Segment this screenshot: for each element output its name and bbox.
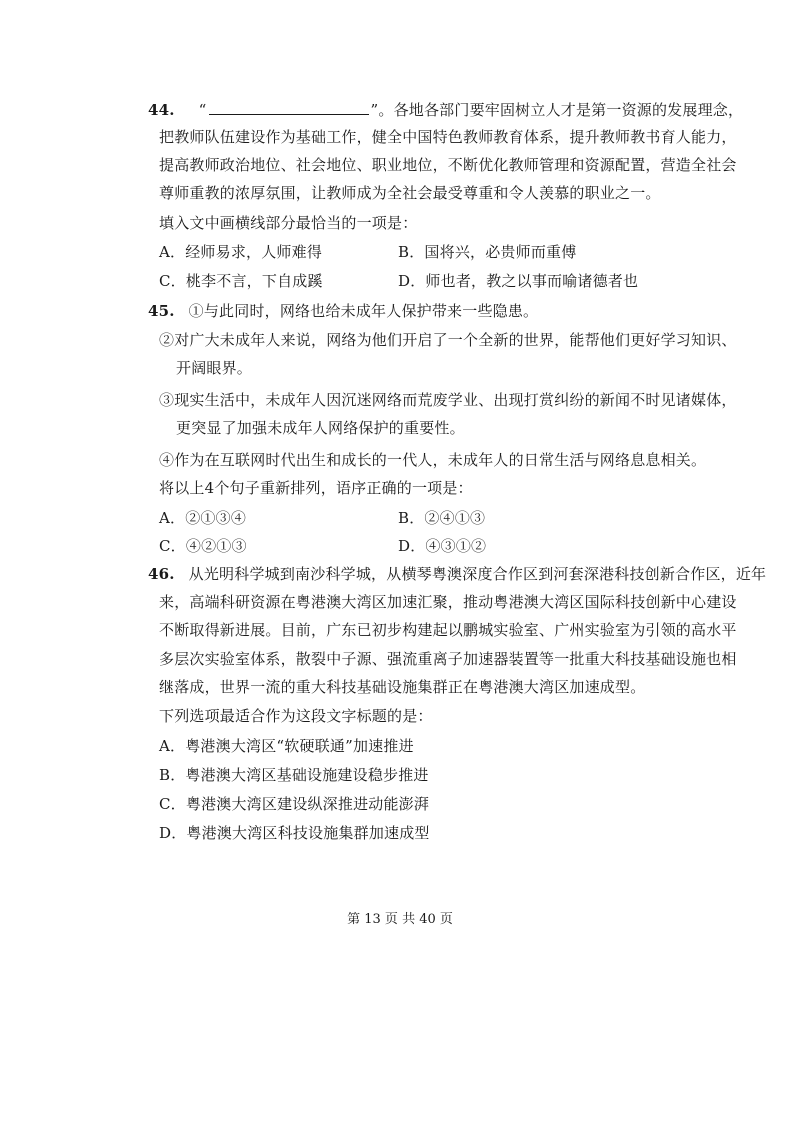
q44-option-d: D．师也者，教之以事而喻诸德者也: [398, 272, 639, 290]
q45-option-c: C．④②①③: [159, 537, 247, 555]
q44-option-b: B．国将兴，必贵师而重傅: [398, 243, 577, 261]
q45-line-1: [148, 301, 538, 321]
q46-line-4: 多层次实验室体系，散裂中子源、强流重离子加速器装置等一批重大科技基础设施也相: [159, 650, 737, 668]
open-quote: “: [198, 101, 207, 119]
page-number-footer: 第 13 页 共 40 页: [347, 912, 453, 927]
q45-sentence-1: ①与此同时，网络也给未成年人保护带来一些隐患。: [188, 302, 539, 320]
q44-line-1: [148, 100, 743, 120]
q44-option-c: C．桃李不言，下自成蹊: [159, 272, 323, 290]
answer-blank: [209, 100, 369, 115]
q45-sentence-4: ④作为在互联网时代出生和成长的一代人，未成年人的日常生活与网络息息相关。: [159, 451, 707, 469]
q46-line-5: 继落成，世界一流的重大科技基础设施集群正在粤港澳大湾区加速成型。: [159, 678, 646, 696]
q45-option-a: A．②①③④: [159, 509, 247, 527]
q46-line-2: 来，高端科研资源在粤港澳大湾区加速汇聚，推动粤港澳大湾区国际科技创新中心建设: [159, 593, 737, 611]
q44-prompt: 填入文中画横线部分最恰当的一项是：: [159, 214, 418, 232]
q46-line-1: [148, 564, 766, 584]
q46-line-3: 不断取得新进展。目前，广东已初步构建起以鹏城实验室、广州实验室为引领的高水平: [159, 621, 737, 639]
q45-option-d: D．④③①②: [398, 537, 487, 555]
q45-sentence-3a: ③现实生活中，未成年人因沉迷网络而荒废学业、出现打赏纠纷的新闻不时见诸媒体，: [159, 391, 737, 409]
question-number: 44.: [148, 101, 175, 119]
q45-option-b: B．②④①③: [398, 509, 486, 527]
q44-line-4: 尊师重教的浓厚氛围，让教师成为全社会最受尊重和令人羡慕的职业之一。: [159, 184, 661, 202]
q44-line-2: 把教师队伍建设作为基础工作，健全中国特色教师教育体系，提升教师教书育人能力，: [159, 128, 737, 146]
q46-option-c: C．粤港澳大湾区建设纵深推进动能澎湃: [159, 795, 430, 813]
q46-option-b: B．粤港澳大湾区基础设施建设稳步推进: [159, 766, 429, 784]
q45-sentence-2b: 开阔眼界。: [176, 359, 253, 377]
question-number: 45.: [148, 302, 175, 320]
q46-prompt: 下列选项最适合作为这段文字标题的是：: [159, 707, 433, 725]
q46-text-1: 从光明科学城到南沙科学城，从横琴粤澳深度合作区到河套深港科技创新合作区，近年: [188, 565, 767, 583]
q44-text-1: ”。各地各部门要牢固树立人才是第一资源的发展理念，: [370, 101, 744, 119]
q45-sentence-3b: 更突显了加强未成年人网络保护的重要性。: [176, 419, 465, 437]
q44-line-3: 提高教师政治地位、社会地位、职业地位，不断优化教师管理和资源配置，营造全社会: [159, 156, 737, 174]
q44-option-a: A．经师易求，人师难得: [159, 243, 323, 261]
q45-sentence-2a: ②对广大未成年人来说，网络为他们开启了一个全新的世界，能帮他们更好学习知识、: [159, 331, 737, 349]
q45-prompt: 将以上4个句子重新排列，语序正确的一项是：: [159, 479, 473, 497]
q46-option-a: A．粤港澳大湾区“软硬联通”加速推进: [159, 737, 414, 755]
question-number: 46.: [148, 565, 175, 583]
q46-option-d: D．粤港澳大湾区科技设施集群加速成型: [159, 824, 430, 842]
